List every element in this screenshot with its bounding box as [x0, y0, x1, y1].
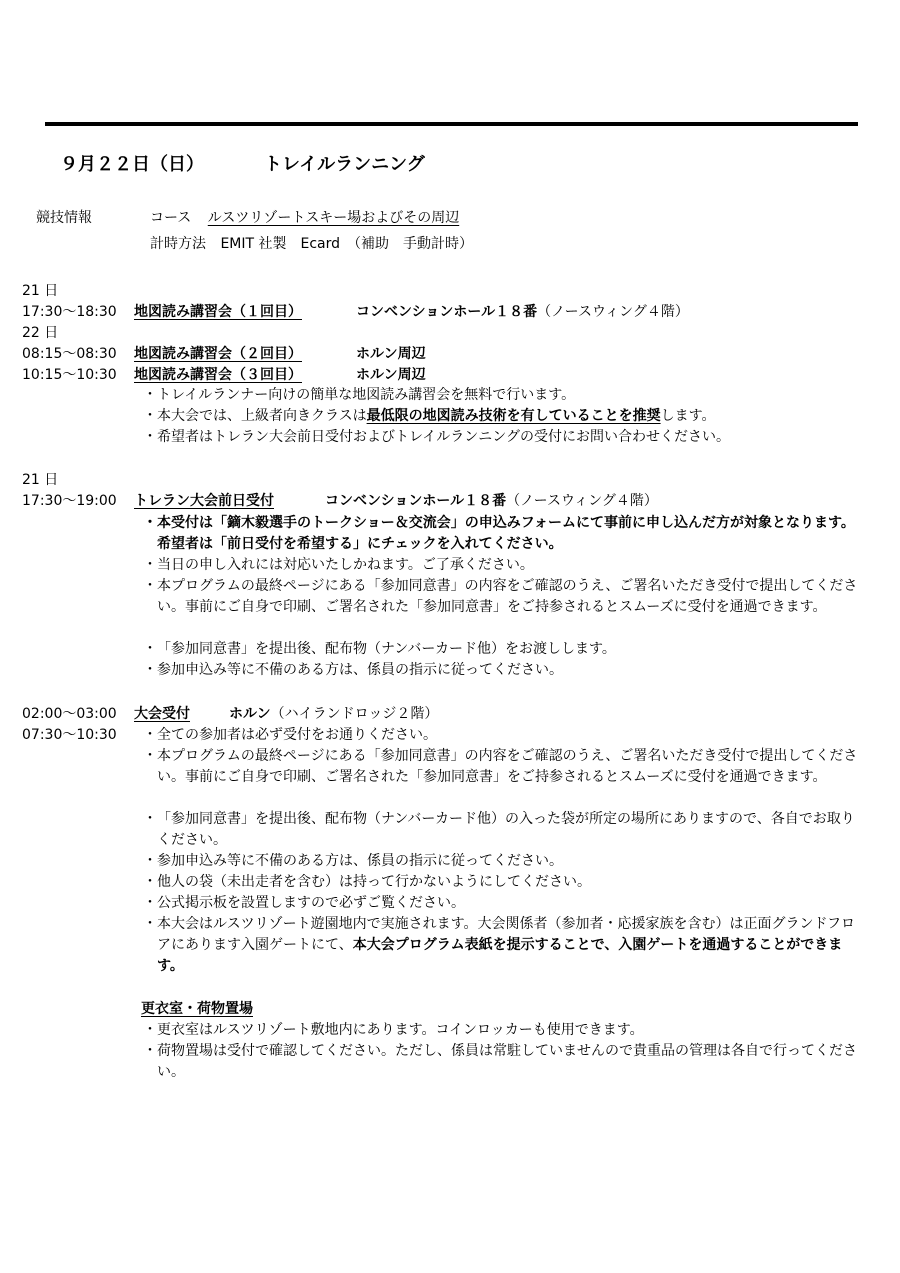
course-value: ルスツリゾートスキー場およびその周辺 [207, 210, 460, 226]
pre-reception-place-note: （ノースウィング４階） [506, 493, 658, 509]
page-title [60, 150, 425, 176]
info-label: 競技情報 [36, 210, 92, 226]
list-item: ・ 当日の申し入れには対応いたしかねます。ご了承ください。 [143, 557, 534, 573]
event-date: ９月２２日（日） [60, 154, 204, 175]
locker-heading: 更衣室・荷物置場 [141, 1001, 253, 1017]
recommendation-emphasis: 最低限の地図読み技術を有していることを推奨 [366, 408, 661, 424]
list-item: ・ トレイルランナー向けの簡単な地図読み講習会を無料で行います。 [143, 387, 576, 403]
list-item: ・ 本大会では、上級者向きクラスは最低限の地図読み技術を有していることを推奨します。 [143, 408, 716, 424]
list-item: ・ 荷物置場は受付で確認してください。ただし、係員は常駐していませんので貴重品の管理は各自で行ってください。 [143, 1043, 857, 1080]
list-item: ・ 参加申込み等に不備のある方は、係員の指示に従ってください。 [143, 853, 563, 869]
list-item: ・ 本受付は「鏑木毅選手のトークショー＆交流会」の申込みフォームにて事前に申し込んだ方が対象となります。希望者は「前日受付を希望する」にチェックを入れてください。 [143, 515, 855, 552]
session3-name: 地図読み講習会（３回目） [134, 367, 302, 383]
reception-name: 大会受付 [134, 706, 190, 722]
session1-place-note: （ノースウィング４階） [537, 304, 689, 320]
session1-name: 地図読み講習会（１回目） [134, 304, 302, 320]
session2-place: ホルン周辺 [356, 346, 426, 362]
course-row [150, 208, 459, 228]
gate-pass-emphasis: 本大会プログラム表紙を提示することで、入園ゲートを通過することができます。 [157, 937, 843, 974]
list-item: ・ 更衣室はルスツリゾート敷地内にあります。コインロッカーも使用できます。 [143, 1022, 644, 1038]
list-item: ・ 本プログラムの最終ページにある「参加同意書」の内容をご確認のうえ、ご署名いただき受付で提出してください。事前にご自身で印刷、ご署名された「参加同意書」をご持参されるとスムーズに受付を通過できます。 [143, 748, 858, 785]
pre-reception-time: 17:30～19:00 [22, 493, 117, 509]
event-name: トレイルランニング [264, 154, 425, 175]
list-item: ・ 公式掲示板を設置しますので必ずご覧ください。 [143, 895, 465, 911]
pre-reception-name: トレラン大会前日受付 [134, 493, 274, 509]
reception-place: ホルン [229, 706, 271, 722]
pre-reception-place-row [325, 491, 658, 511]
reception-time-1: 02:00～03:00 [22, 706, 117, 722]
list-item: ・ 他人の袋（未出走者を含む）は持って行かないようにしてください。 [143, 874, 591, 890]
list-item: ・ 「参加同意書」を提出後、配布物（ナンバーカード他）の入った袋が所定の場所にありますので、各自でお取りください。 [143, 811, 855, 848]
timing-label: 計時方法 [150, 236, 206, 252]
list-item: ・ 希望者はトレラン大会前日受付およびトレイルランニングの受付にお問い合わせください。 [143, 429, 731, 445]
session3-time: 10:15～10:30 [22, 367, 117, 383]
session1-time: 17:30～18:30 [22, 304, 117, 320]
day-label-21: 21 日 [22, 283, 59, 299]
list-item: ・ 参加申込み等に不備のある方は、係員の指示に従ってください。 [143, 662, 563, 678]
reception-place-note: （ハイランドロッジ２階） [270, 706, 439, 722]
list-item: ・ 本プログラムの最終ページにある「参加同意書」の内容をご確認のうえ、ご署名いただき受付で提出してください。事前にご自身で印刷、ご署名された「参加同意書」をご持参されるとスムーズに受付を通過できます。 [143, 578, 858, 615]
day-label-21: 21 日 [22, 472, 59, 488]
timing-row [150, 234, 473, 254]
top-rule [45, 122, 858, 126]
timing-value: EMIT 社製 Ecard （補助 手動計時） [220, 236, 474, 252]
session2-time: 08:15～08:30 [22, 346, 117, 362]
session1-place-row [356, 302, 689, 322]
list-item: ・ 「参加同意書」を提出後、配布物（ナンバーカード他）をお渡しします。 [143, 641, 616, 657]
reception-time-2: 07:30～10:30 [22, 727, 117, 743]
day-label-22: 22 日 [22, 325, 59, 341]
course-label: コース [150, 210, 192, 226]
list-item: ・ 本大会はルスツリゾート遊園地内で実施されます。大会関係者（参加者・応援家族を含む）は正面グランドフロアにあります入園ゲートにて、本大会プログラム表紙を提示することで、入園ゲートを通過することができます。 [143, 916, 856, 974]
list-item: ・ 全ての参加者は必ず受付をお通りください。 [143, 727, 437, 743]
session1-place: コンベンションホール１８番 [356, 304, 538, 320]
pre-reception-place: コンベンションホール１８番 [325, 493, 507, 509]
reception-place-row [229, 704, 438, 724]
session3-place: ホルン周辺 [356, 367, 426, 383]
session2-name: 地図読み講習会（２回目） [134, 346, 302, 362]
